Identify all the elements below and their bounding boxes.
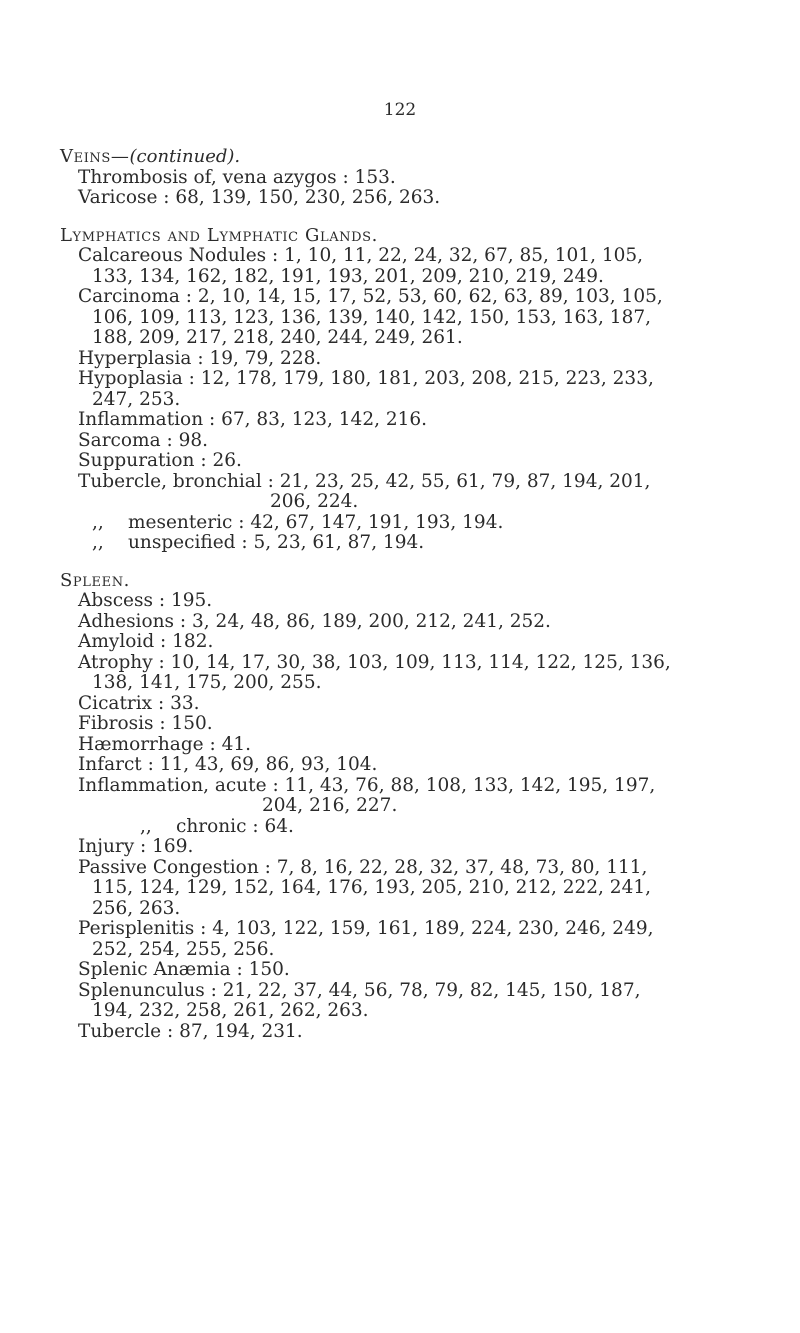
veins-heading — [60, 147, 780, 168]
entry-passive-congestion-cont-1: 115, 124, 129, 152, 164, 176, 193, 205, 210, 212, 222, 241, — [92, 877, 651, 898]
entry-infarct: Infarct : 11, 43, 69, 86, 93, 104. — [78, 754, 378, 775]
entry-carcinoma: Carcinoma : 2, 10, 14, 15, 17, 52, 53, 60, 62, 63, 89, 103, 105, — [78, 286, 663, 307]
entry-haemorrhage: Hæmorrhage : 41. — [78, 733, 252, 755]
spleen-heading: Spleen. — [60, 569, 130, 591]
entry-hyperplasia: Hyperplasia : 19, 79, 228. — [78, 347, 322, 369]
entry-carcinoma-cont-2: 188, 209, 217, 218, 240, 244, 249, 261. — [92, 327, 463, 348]
entry-calcareous-nodules-cont: 133, 134, 162, 182, 191, 193, 201, 209, 210, 219, 249. — [92, 265, 604, 287]
entry-varicose: Varicose : 68, 139, 150, 230, 256, 263. — [78, 187, 441, 208]
entry-tubercle-unspecified-text: unspecified : 5, 23, 61, 87, 194. — [128, 532, 425, 553]
continued-label: (continued). — [129, 146, 241, 167]
entry-calcareous-nodules: Calcareous Nodules : 1, 10, 11, 22, 24, 32, 67, 85, 101, 105, — [78, 245, 644, 266]
veins-heading-text: Veins— — [60, 146, 130, 167]
entry-atrophy-cont: 138, 141, 175, 200, 255. — [92, 672, 322, 693]
entry-tubercle-unspecified — [60, 533, 780, 554]
index-content — [60, 147, 780, 1042]
entry-hypoplasia: Hypoplasia : 12, 178, 179, 180, 181, 203, 208, 215, 223, 233, — [78, 368, 654, 389]
entry-fibrosis: Fibrosis : 150. — [78, 713, 213, 734]
entry-tubercle-mesenteric — [60, 513, 780, 534]
entry-hypoplasia-cont: 247, 253. — [92, 388, 181, 410]
page-number: 122 — [383, 100, 417, 120]
entry-tubercle-bronchial: Tubercle, bronchial : 21, 23, 25, 42, 55, 61, 79, 87, 194, 201, — [78, 470, 651, 492]
ditto-mark: ,, — [140, 815, 152, 837]
entry-tubercle: Tubercle : 87, 194, 231. — [78, 1020, 303, 1042]
entry-perisplenitis-cont: 252, 254, 255, 256. — [92, 938, 275, 960]
entry-thrombosis: Thrombosis of, vena azygos : 153. — [78, 166, 396, 188]
entry-passive-congestion: Passive Congestion : 7, 8, 16, 22, 28, 32, 37, 48, 73, 80, 111, — [78, 856, 648, 878]
entry-atrophy: Atrophy : 10, 14, 17, 30, 38, 103, 109, 113, 114, 122, 125, 136, — [78, 651, 671, 673]
entry-splenic-anaemia: Splenic Anæmia : 150. — [78, 959, 290, 980]
entry-inflammation-chronic-text: chronic : 64. — [176, 815, 294, 837]
entry-tubercle-mesenteric-text: mesenteric : 42, 67, 147, 191, 193, 194. — [128, 511, 504, 533]
entry-inflammation-chronic — [60, 817, 780, 838]
entry-splenunculus-cont: 194, 232, 258, 261, 262, 263. — [92, 1000, 369, 1021]
entry-inflammation-acute: Inflammation, acute : 11, 43, 76, 88, 108, 133, 142, 195, 197, — [78, 774, 656, 796]
entry-inflammation: Inflammation : 67, 83, 123, 142, 216. — [78, 409, 428, 430]
entry-carcinoma-cont-1: 106, 109, 113, 123, 136, 139, 140, 142, 150, 153, 163, 187, — [92, 306, 651, 328]
entry-tubercle-bronchial-cont: 206, 224. — [270, 491, 359, 512]
entry-inflammation-acute-cont: 204, 216, 227. — [262, 795, 398, 816]
ditto-mark: ,, — [92, 511, 104, 533]
entry-injury: Injury : 169. — [78, 836, 194, 857]
ditto-mark: ,, — [92, 532, 104, 553]
entry-perisplenitis: Perisplenitis : 4, 103, 122, 159, 161, 189, 224, 230, 246, 249, — [78, 918, 654, 939]
lymphatics-heading: Lymphatics and Lymphatic Glands. — [60, 224, 379, 246]
entry-sarcoma: Sarcoma : 98. — [78, 429, 209, 451]
entry-amyloid: Amyloid : 182. — [78, 631, 214, 652]
entry-splenunculus: Splenunculus : 21, 22, 37, 44, 56, 78, 79, 82, 145, 150, 187, — [78, 979, 641, 1001]
entry-abscess: Abscess : 195. — [78, 590, 213, 611]
entry-cicatrix: Cicatrix : 33. — [78, 692, 200, 714]
entry-adhesions: Adhesions : 3, 24, 48, 86, 189, 200, 212, 241, 252. — [78, 610, 551, 632]
entry-suppuration: Suppuration : 26. — [78, 450, 242, 471]
entry-passive-congestion-cont-2: 256, 263. — [92, 897, 181, 919]
